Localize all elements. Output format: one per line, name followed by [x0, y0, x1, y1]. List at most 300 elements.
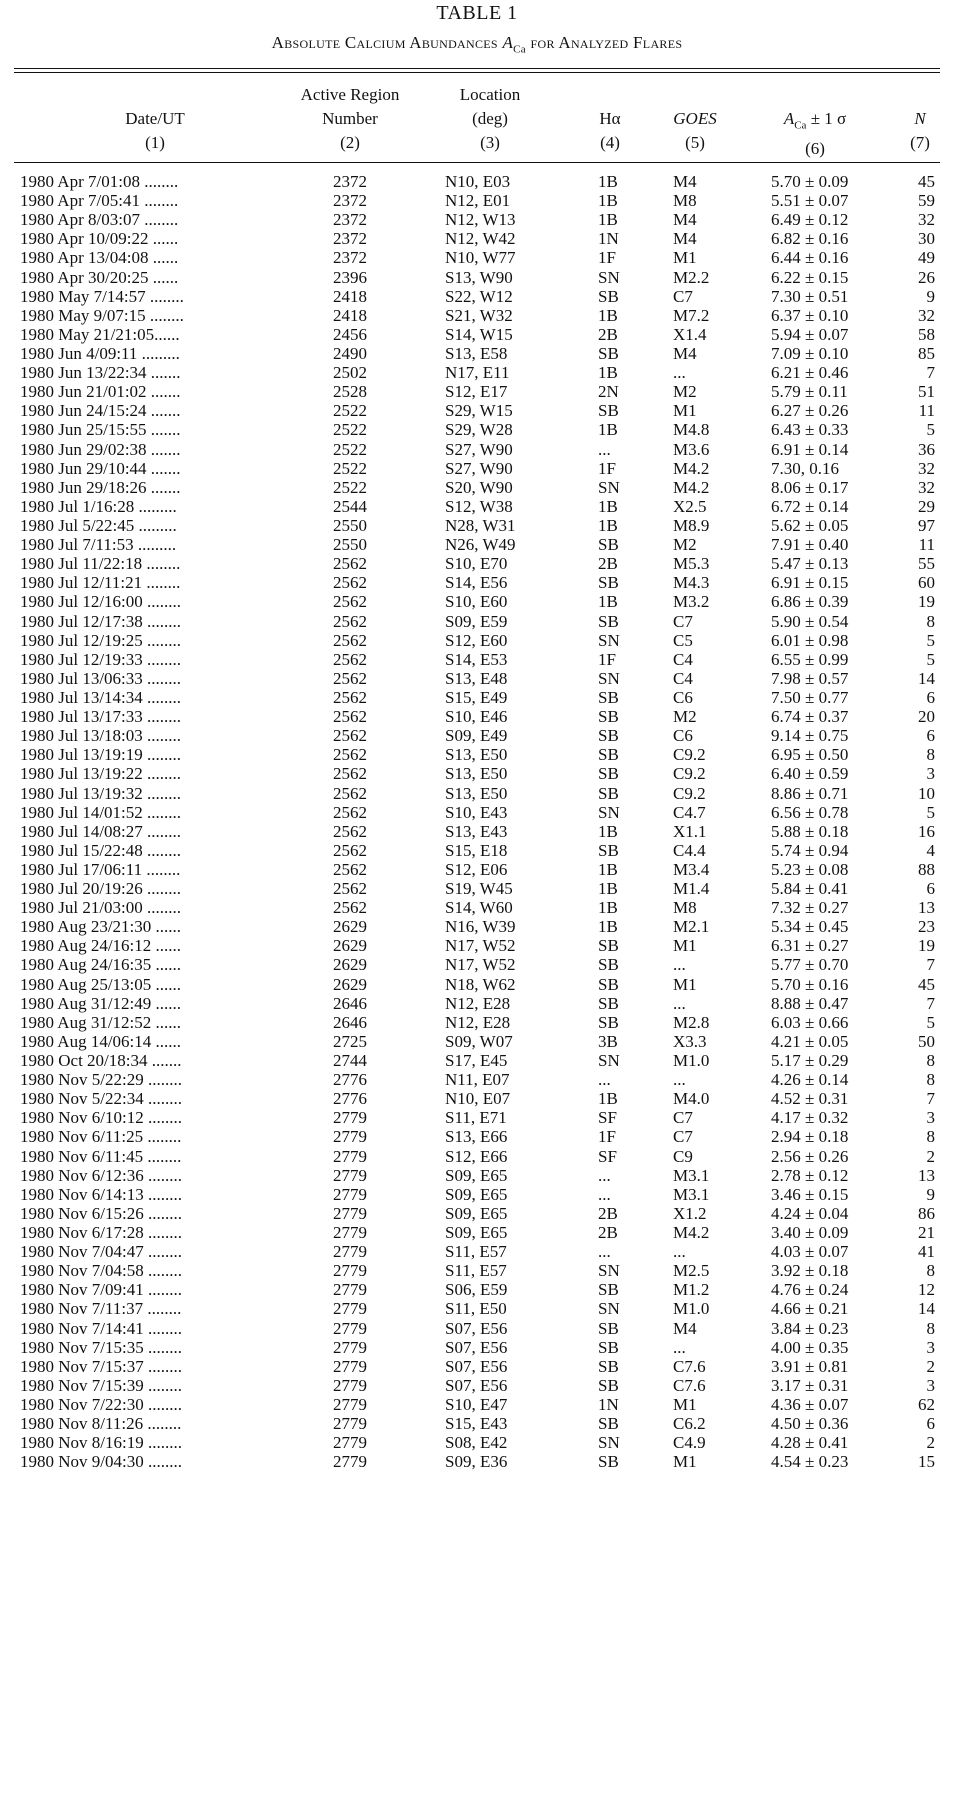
- cell-date-ut: 1980 Jun 13/22:34 .......: [20, 363, 181, 383]
- cell-location: S27, W90: [445, 439, 513, 459]
- caption-text-end: for Analyzed Flares: [525, 33, 683, 52]
- header-abundance-number: (6): [805, 139, 825, 159]
- cell-date-ut: 1980 Apr 30/20:25 ......: [20, 267, 179, 287]
- cell-date-ut: 1980 Jul 13/14:34 ........: [20, 687, 182, 707]
- cell-goes: C7: [673, 286, 693, 306]
- cell-location: S13, E43: [445, 821, 508, 841]
- cell-goes: M4.8: [673, 420, 710, 440]
- cell-date-ut: 1980 Nov 6/11:25 ........: [20, 1127, 182, 1147]
- cell-date-ut: 1980 Jul 21/03:00 ........: [20, 898, 182, 918]
- table-row: [0, 917, 954, 936]
- cell-n-count: 23: [918, 917, 935, 937]
- cell-abundance: 4.52 ± 0.31: [771, 1089, 849, 1109]
- cell-goes: M1.0: [673, 1299, 710, 1319]
- cell-goes: M5.3: [673, 554, 710, 574]
- cell-active-region: 2779: [333, 1395, 367, 1414]
- cell-n-count: 9: [926, 1184, 935, 1204]
- cell-active-region: 2372: [333, 191, 367, 211]
- cell-active-region: 2779: [333, 1452, 367, 1472]
- cell-halpha: SB: [598, 745, 619, 765]
- cell-halpha: SB: [598, 343, 619, 363]
- cell-abundance: 3.17 ± 0.31: [771, 1375, 849, 1395]
- cell-n-count: 6: [926, 726, 935, 746]
- cell-halpha: 2B: [598, 1203, 618, 1223]
- cell-active-region: 2776: [333, 1089, 367, 1109]
- cell-goes: M1: [673, 936, 697, 956]
- cell-abundance: 6.72 ± 0.14: [771, 496, 849, 516]
- table-row: [0, 1166, 954, 1185]
- cell-date-ut: 1980 Nov 7/14:41 ........: [20, 1318, 182, 1338]
- cell-halpha: SB: [598, 764, 619, 784]
- cell-goes: M3.1: [673, 1165, 710, 1185]
- cell-n-count: 3: [926, 764, 935, 784]
- table-row: [0, 669, 954, 688]
- cell-halpha: SB: [598, 1318, 619, 1338]
- cell-date-ut: 1980 Jul 12/11:21 ........: [20, 573, 181, 593]
- cell-abundance: 4.50 ± 0.36: [771, 1414, 849, 1434]
- cell-goes: C7: [673, 1108, 693, 1128]
- cell-active-region: 2725: [333, 1031, 367, 1051]
- cell-goes: M3.6: [673, 439, 710, 459]
- cell-n-count: 85: [918, 343, 935, 363]
- cell-active-region: 2372: [333, 172, 367, 191]
- cell-abundance: 7.30 ± 0.51: [771, 286, 849, 306]
- cell-date-ut: 1980 Apr 7/01:08 ........: [20, 172, 179, 191]
- cell-n-count: 14: [918, 668, 935, 688]
- cell-active-region: 2522: [333, 439, 367, 459]
- cell-halpha: SB: [598, 286, 619, 306]
- header-n-number: (7): [910, 133, 930, 152]
- cell-halpha: SB: [598, 535, 619, 555]
- cell-n-count: 6: [926, 1414, 935, 1434]
- cell-date-ut: 1980 Nov 8/16:19 ........: [20, 1433, 182, 1453]
- cell-date-ut: 1980 Jul 13/19:22 ........: [20, 764, 182, 784]
- cell-abundance: 7.50 ± 0.77: [771, 687, 849, 707]
- cell-goes: M3.1: [673, 1184, 710, 1204]
- cell-abundance: 4.28 ± 0.41: [771, 1433, 849, 1453]
- cell-n-count: 8: [926, 1261, 935, 1281]
- cell-n-count: 6: [926, 879, 935, 899]
- cell-n-count: 7: [926, 1089, 935, 1109]
- cell-date-ut: 1980 Nov 7/04:58 ........: [20, 1261, 182, 1281]
- cell-active-region: 2562: [333, 630, 367, 650]
- cell-active-region: 2550: [333, 515, 367, 535]
- cell-n-count: 10: [918, 783, 935, 803]
- cell-date-ut: 1980 Jul 5/22:45 .........: [20, 515, 177, 535]
- cell-goes: M8: [673, 898, 697, 918]
- cell-abundance: 3.92 ± 0.18: [771, 1261, 849, 1281]
- header-goes-number: (5): [685, 133, 705, 152]
- cell-abundance: 6.01 ± 0.98: [771, 630, 849, 650]
- table-row: [0, 860, 954, 879]
- cell-active-region: 2779: [333, 1184, 367, 1204]
- cell-active-region: 2562: [333, 726, 367, 746]
- cell-halpha: 1B: [598, 859, 618, 879]
- cell-location: N12, E01: [445, 191, 511, 211]
- cell-goes: C7.6: [673, 1356, 706, 1376]
- cell-abundance: 6.91 ± 0.15: [771, 573, 849, 593]
- cell-date-ut: 1980 May 21/21:05......: [20, 324, 180, 344]
- cell-location: S29, W15: [445, 401, 513, 421]
- cell-halpha: SB: [598, 1280, 619, 1300]
- cell-location: S13, E50: [445, 764, 508, 784]
- cell-location: S21, W32: [445, 305, 513, 325]
- cell-date-ut: 1980 Aug 31/12:52 ......: [20, 1012, 182, 1032]
- cell-abundance: 6.55 ± 0.99: [771, 649, 849, 669]
- header-abundance-symbol: A: [783, 109, 795, 128]
- header-bottom-rule: [14, 162, 940, 163]
- cell-goes: M8: [673, 191, 697, 211]
- cell-location: N18, W62: [445, 974, 516, 994]
- cell-location: S09, E49: [445, 726, 508, 746]
- table-top-rule-second: [14, 72, 940, 73]
- table-row: [0, 1376, 954, 1395]
- cell-abundance: 6.22 ± 0.15: [771, 267, 849, 287]
- cell-halpha: SN: [598, 1051, 620, 1071]
- table-row: [0, 420, 954, 439]
- cell-halpha: ...: [598, 1070, 611, 1090]
- cell-goes: M4.0: [673, 1089, 710, 1109]
- header-location: [440, 83, 540, 155]
- table-row: [0, 745, 954, 764]
- table-row: [0, 841, 954, 860]
- table-row: [0, 382, 954, 401]
- table-row: [0, 1127, 954, 1146]
- cell-goes: X1.4: [673, 324, 707, 344]
- header-active-region-number: (2): [340, 133, 360, 152]
- table-row: [0, 1433, 954, 1452]
- cell-halpha: SB: [598, 573, 619, 593]
- cell-abundance: 7.09 ± 0.10: [771, 343, 849, 363]
- cell-location: S11, E71: [445, 1108, 507, 1128]
- cell-active-region: 2562: [333, 649, 367, 669]
- cell-active-region: 2372: [333, 229, 367, 249]
- cell-date-ut: 1980 Jun 29/02:38 .......: [20, 439, 181, 459]
- cell-abundance: 5.84 ± 0.41: [771, 879, 849, 899]
- cell-goes: X2.5: [673, 496, 707, 516]
- cell-n-count: 32: [918, 458, 935, 478]
- cell-active-region: 2562: [333, 611, 367, 631]
- table-row: [0, 898, 954, 917]
- cell-halpha: SN: [598, 668, 620, 688]
- table-row: [0, 306, 954, 325]
- cell-goes: C6.2: [673, 1414, 706, 1434]
- cell-active-region: 2522: [333, 401, 367, 421]
- cell-date-ut: 1980 Nov 5/22:29 ........: [20, 1070, 182, 1090]
- header-date-ut-number: (1): [145, 133, 165, 152]
- cell-goes: M1: [673, 248, 697, 268]
- cell-active-region: 2779: [333, 1165, 367, 1185]
- cell-goes: M4: [673, 343, 697, 363]
- cell-location: N17, W52: [445, 936, 516, 956]
- header-n-title: N: [914, 109, 926, 128]
- cell-goes: C9.2: [673, 745, 706, 765]
- cell-halpha: 2B: [598, 324, 618, 344]
- cell-active-region: 2779: [333, 1127, 367, 1147]
- cell-abundance: 5.62 ± 0.05: [771, 515, 849, 535]
- header-abundance-sigma: ± 1 σ: [806, 109, 847, 128]
- table-row: [0, 1147, 954, 1166]
- cell-abundance: 2.56 ± 0.26: [771, 1146, 849, 1166]
- cell-date-ut: 1980 Jul 13/19:32 ........: [20, 783, 182, 803]
- cell-date-ut: 1980 Jul 13/17:33 ........: [20, 707, 182, 727]
- cell-n-count: 7: [926, 363, 935, 383]
- cell-location: S17, E45: [445, 1051, 508, 1071]
- cell-abundance: 5.47 ± 0.13: [771, 554, 849, 574]
- table-top-rule: [14, 68, 940, 69]
- table-row: [0, 631, 954, 650]
- cell-location: S10, E60: [445, 592, 508, 612]
- cell-n-count: 19: [918, 592, 935, 612]
- cell-goes: C7: [673, 1127, 693, 1147]
- cell-halpha: 1N: [598, 229, 619, 249]
- cell-location: N11, E07: [445, 1070, 510, 1090]
- cell-halpha: 1F: [598, 458, 616, 478]
- cell-location: S12, W38: [445, 496, 513, 516]
- cell-halpha: 1B: [598, 496, 618, 516]
- cell-abundance: 2.94 ± 0.18: [771, 1127, 849, 1147]
- cell-goes: X1.2: [673, 1203, 707, 1223]
- header-active-region-line1: Active Region: [300, 85, 400, 104]
- table-row: [0, 1108, 954, 1127]
- cell-halpha: SB: [598, 1337, 619, 1357]
- cell-location: S09, E65: [445, 1223, 508, 1243]
- header-n: [905, 107, 935, 155]
- cell-abundance: 4.17 ± 0.32: [771, 1108, 849, 1128]
- cell-goes: C4: [673, 668, 693, 688]
- cell-halpha: SN: [598, 630, 620, 650]
- cell-location: N10, E03: [445, 172, 511, 191]
- cell-goes: M4: [673, 1318, 697, 1338]
- cell-date-ut: 1980 Nov 6/11:45 ........: [20, 1146, 182, 1166]
- cell-n-count: 8: [926, 1051, 935, 1071]
- cell-location: N17, E11: [445, 363, 510, 383]
- cell-abundance: 5.94 ± 0.07: [771, 324, 849, 344]
- cell-abundance: 6.31 ± 0.27: [771, 936, 849, 956]
- cell-location: S13, E48: [445, 668, 508, 688]
- cell-abundance: 6.44 ± 0.16: [771, 248, 849, 268]
- cell-active-region: 2562: [333, 554, 367, 574]
- cell-goes: M4.2: [673, 458, 710, 478]
- cell-date-ut: 1980 Nov 7/09:41 ........: [20, 1280, 182, 1300]
- cell-goes: M1.0: [673, 1051, 710, 1071]
- cell-date-ut: 1980 Jul 15/22:48 ........: [20, 840, 182, 860]
- cell-halpha: SB: [598, 955, 619, 975]
- cell-halpha: 1B: [598, 420, 618, 440]
- header-abundance-subscript: Ca: [794, 119, 807, 132]
- cell-location: S29, W28: [445, 420, 513, 440]
- cell-goes: M8.9: [673, 515, 710, 535]
- cell-n-count: 13: [918, 898, 935, 918]
- cell-active-region: 2779: [333, 1242, 367, 1262]
- cell-active-region: 2490: [333, 343, 367, 363]
- cell-location: S12, E17: [445, 382, 508, 402]
- cell-location: S07, E56: [445, 1356, 508, 1376]
- cell-n-count: 20: [918, 707, 935, 727]
- cell-n-count: 7: [926, 993, 935, 1013]
- cell-abundance: 4.54 ± 0.23: [771, 1452, 849, 1472]
- cell-active-region: 2562: [333, 898, 367, 918]
- cell-n-count: 8: [926, 1318, 935, 1338]
- cell-date-ut: 1980 May 7/14:57 ........: [20, 286, 184, 306]
- cell-active-region: 2629: [333, 955, 367, 975]
- table-row: [0, 1414, 954, 1433]
- cell-halpha: SF: [598, 1146, 617, 1166]
- cell-goes: ...: [673, 363, 686, 383]
- cell-location: S19, W45: [445, 879, 513, 899]
- cell-halpha: 2B: [598, 1223, 618, 1243]
- cell-active-region: 2562: [333, 592, 367, 612]
- cell-active-region: 2522: [333, 477, 367, 497]
- cell-n-count: 36: [918, 439, 935, 459]
- cell-active-region: 2562: [333, 668, 367, 688]
- cell-location: N12, E28: [445, 1012, 511, 1032]
- table-row: [0, 1299, 954, 1318]
- cell-location: S10, E43: [445, 802, 508, 822]
- cell-date-ut: 1980 Nov 6/14:13 ........: [20, 1184, 182, 1204]
- cell-location: N12, W13: [445, 210, 516, 230]
- table-row: [0, 1261, 954, 1280]
- cell-location: S22, W12: [445, 286, 513, 306]
- table-row: [0, 573, 954, 592]
- cell-active-region: 2372: [333, 248, 367, 268]
- cell-halpha: SB: [598, 974, 619, 994]
- table-number: TABLE 1: [436, 2, 518, 24]
- cell-abundance: 6.43 ± 0.33: [771, 420, 849, 440]
- table-row: [0, 516, 954, 535]
- header-goes: [660, 107, 730, 155]
- cell-active-region: 2562: [333, 573, 367, 593]
- cell-active-region: 2562: [333, 821, 367, 841]
- cell-n-count: 3: [926, 1108, 935, 1128]
- cell-halpha: 2B: [598, 554, 618, 574]
- cell-active-region: 2646: [333, 993, 367, 1013]
- cell-location: S09, E65: [445, 1203, 508, 1223]
- table-row: [0, 1338, 954, 1357]
- cell-location: S07, E56: [445, 1318, 508, 1338]
- cell-n-count: 59: [918, 191, 935, 211]
- cell-halpha: SN: [598, 477, 620, 497]
- cell-location: S09, E59: [445, 611, 508, 631]
- table-row: [0, 535, 954, 554]
- cell-goes: C9: [673, 1146, 693, 1166]
- cell-halpha: SB: [598, 840, 619, 860]
- cell-goes: C6: [673, 726, 693, 746]
- cell-date-ut: 1980 Oct 20/18:34 .......: [20, 1051, 182, 1071]
- cell-halpha: SB: [598, 936, 619, 956]
- cell-abundance: 5.88 ± 0.18: [771, 821, 849, 841]
- cell-halpha: SN: [598, 802, 620, 822]
- cell-date-ut: 1980 Nov 7/04:47 ........: [20, 1242, 182, 1262]
- cell-goes: M4.3: [673, 573, 710, 593]
- cell-active-region: 2562: [333, 745, 367, 765]
- cell-abundance: 6.03 ± 0.66: [771, 1012, 849, 1032]
- cell-active-region: 2779: [333, 1433, 367, 1453]
- cell-date-ut: 1980 Jul 13/19:19 ........: [20, 745, 182, 765]
- cell-date-ut: 1980 Apr 13/04:08 ......: [20, 248, 179, 268]
- cell-location: S27, W90: [445, 458, 513, 478]
- cell-abundance: 6.74 ± 0.37: [771, 707, 849, 727]
- header-location-number: (3): [480, 133, 500, 152]
- cell-goes: C4.7: [673, 802, 706, 822]
- cell-active-region: 2629: [333, 936, 367, 956]
- cell-date-ut: 1980 Aug 24/16:12 ......: [20, 936, 182, 956]
- cell-halpha: 1B: [598, 191, 618, 211]
- cell-abundance: 3.40 ± 0.09: [771, 1223, 849, 1243]
- cell-active-region: 2779: [333, 1414, 367, 1434]
- cell-active-region: 2562: [333, 764, 367, 784]
- cell-date-ut: 1980 Nov 9/04:30 ........: [20, 1452, 182, 1472]
- cell-abundance: 6.82 ± 0.16: [771, 229, 849, 249]
- cell-location: N28, W31: [445, 515, 516, 535]
- caption-subscript: Ca: [513, 43, 526, 56]
- cell-date-ut: 1980 Apr 7/05:41 ........: [20, 191, 179, 211]
- table-row: [0, 210, 954, 229]
- table-body: [0, 172, 954, 1471]
- cell-location: S08, E42: [445, 1433, 508, 1453]
- cell-abundance: 7.32 ± 0.27: [771, 898, 849, 918]
- cell-date-ut: 1980 Jul 1/16:28 .........: [20, 496, 177, 516]
- cell-n-count: 32: [918, 305, 935, 325]
- header-date-ut-title: Date/UT: [125, 109, 185, 128]
- header-goes-title: GOES: [673, 109, 717, 128]
- cell-n-count: 11: [918, 401, 935, 421]
- cell-abundance: 7.98 ± 0.57: [771, 668, 849, 688]
- cell-n-count: 5: [926, 630, 935, 650]
- cell-date-ut: 1980 Nov 7/15:39 ........: [20, 1375, 182, 1395]
- cell-abundance: 4.00 ± 0.35: [771, 1337, 849, 1357]
- cell-location: S11, E57: [445, 1261, 507, 1281]
- cell-abundance: 5.34 ± 0.45: [771, 917, 849, 937]
- cell-date-ut: 1980 Jun 29/10:44 .......: [20, 458, 181, 478]
- cell-n-count: 8: [926, 1127, 935, 1147]
- cell-location: S15, E49: [445, 687, 508, 707]
- table-caption: [0, 33, 954, 55]
- cell-active-region: 2629: [333, 974, 367, 994]
- cell-location: N12, E28: [445, 993, 511, 1013]
- cell-abundance: 5.70 ± 0.09: [771, 172, 849, 191]
- cell-halpha: 1F: [598, 248, 616, 268]
- cell-date-ut: 1980 Apr 8/03:07 ........: [20, 210, 179, 230]
- cell-active-region: 2744: [333, 1051, 367, 1071]
- cell-active-region: 2562: [333, 802, 367, 822]
- cell-halpha: 1N: [598, 1395, 619, 1414]
- cell-goes: M4: [673, 229, 697, 249]
- cell-date-ut: 1980 Aug 23/21:30 ......: [20, 917, 182, 937]
- cell-location: N10, E07: [445, 1089, 511, 1109]
- cell-date-ut: 1980 Jul 7/11:53 .........: [20, 535, 177, 555]
- cell-date-ut: 1980 Nov 6/17:28 ........: [20, 1223, 182, 1243]
- cell-halpha: 1F: [598, 649, 616, 669]
- cell-location: S09, E65: [445, 1165, 508, 1185]
- cell-date-ut: 1980 Aug 31/12:49 ......: [20, 993, 182, 1013]
- cell-location: S09, E65: [445, 1184, 508, 1204]
- cell-abundance: 4.36 ± 0.07: [771, 1395, 849, 1414]
- cell-halpha: ...: [598, 1242, 611, 1262]
- cell-halpha: SB: [598, 1452, 619, 1472]
- cell-active-region: 2779: [333, 1108, 367, 1128]
- cell-location: S20, W90: [445, 477, 513, 497]
- cell-goes: M4: [673, 210, 697, 230]
- table-row: [0, 975, 954, 994]
- cell-halpha: ...: [598, 1165, 611, 1185]
- table-row: [0, 1070, 954, 1089]
- cell-date-ut: 1980 Nov 5/22:34 ........: [20, 1089, 182, 1109]
- cell-active-region: 2528: [333, 382, 367, 402]
- cell-location: N10, W77: [445, 248, 516, 268]
- cell-goes: M2: [673, 382, 697, 402]
- cell-location: S14, E53: [445, 649, 508, 669]
